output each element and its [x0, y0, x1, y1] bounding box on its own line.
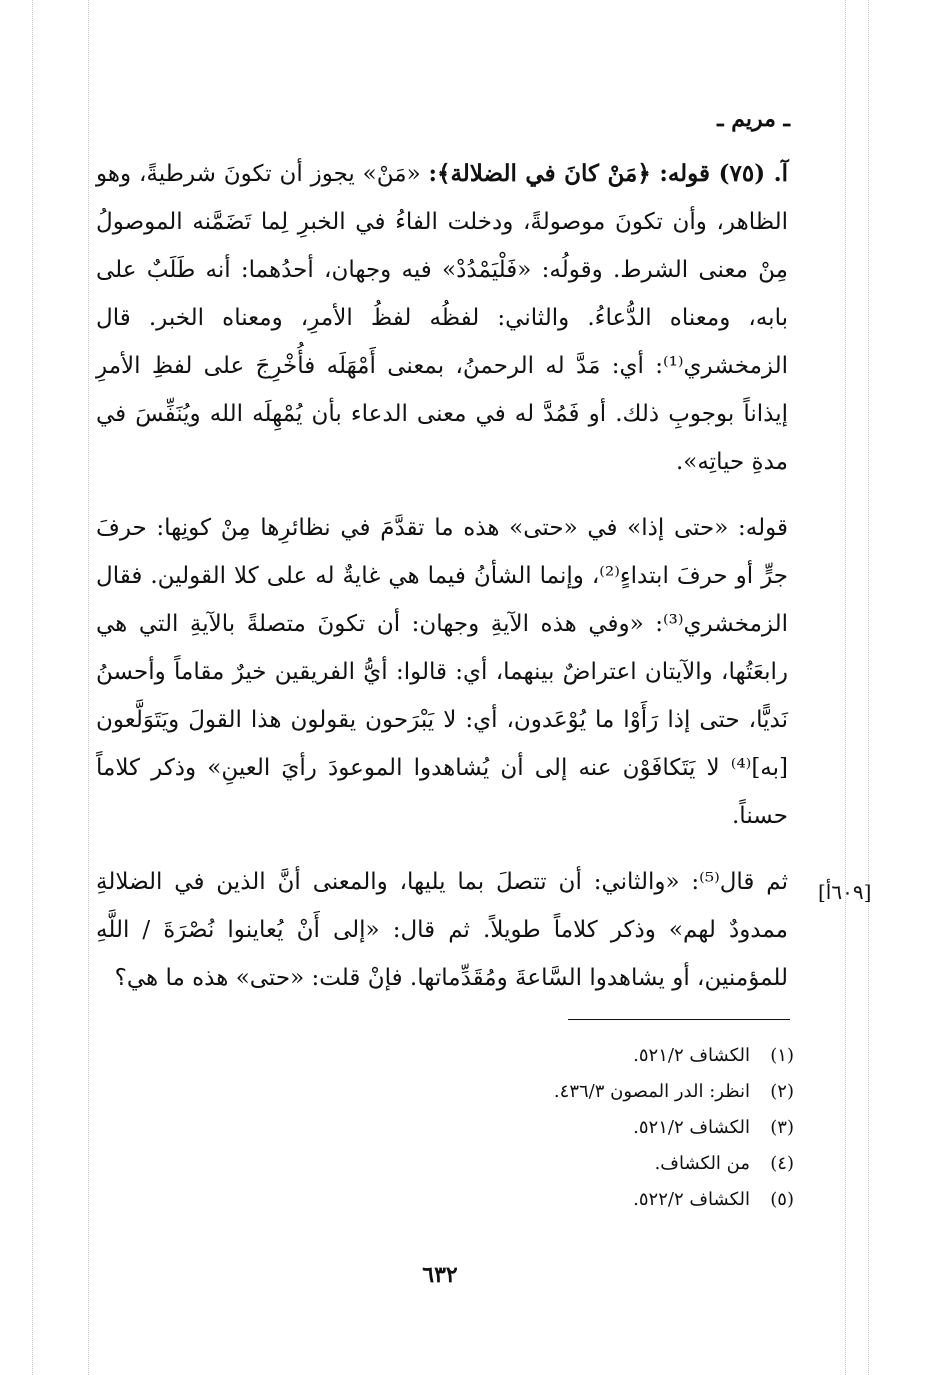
main-text	[96, 150, 788, 1020]
scan-border-line	[845, 0, 846, 1375]
footnote-item	[194, 1074, 794, 1110]
footnote-number: (٤)	[770, 1153, 794, 1174]
footnote-number: (١)	[770, 1045, 794, 1066]
paragraph	[96, 858, 788, 1002]
scan-border-line	[32, 0, 33, 1375]
footnote-item	[194, 1038, 794, 1074]
footnote-text: الكشاف ٥٢١/٢.	[633, 1117, 750, 1138]
paragraph-text: ثم قال⁽⁵⁾: «والثاني: أن تتصلَ بما يليها، والمعنى أنَّ الذين في الضلالةِ ممدودٌ لهم» وذكر كلاماً طويلاً. ثم قال: «إلى أَنْ يُعاينوا نُصْرَةَ / اللَّهِ للمؤمنين، أو يشاهدوا السَّاعةَ ومُقَدِّماتها. فإنْ قلت: «حتى» هذه ما هي؟	[96, 869, 788, 991]
paragraph	[96, 150, 788, 486]
manuscript-folio-note: [٦٠٩أ]	[818, 880, 872, 904]
footnote-text: الكشاف ٥٢٢/٢.	[633, 1189, 750, 1210]
footnote-item	[194, 1146, 794, 1182]
paragraph-text: «مَنْ» يجوز أن تكونَ شرطيةً، وهو الظاهر، وأن تكونَ موصولةً، ودخلت الفاءُ في الخبرِ لِما تَضَمَّنه الموصولُ مِنْ معنى الشرط. وقولُه: «فَلْيَمْدُدْ» فيه وجهان، أحدُهما: أنه طَلَبٌ على بابه، ومعناه الدُّعاءُ. والثاني: لفظُه لفظُ الأمرِ، ومعناه الخبر. قال الزمخشري⁽¹⁾: أي: مَدَّ له الرحمنُ، بمعنى أَمْهَلَه فأُخْرِجَ على لفظِ الأمرِ إيذاناً بوجوبِ ذلك. أو فَمُدَّ له في معنى الدعاء بأن يُمْهِلَه الله ويُنَفِّسَ في مدةِ حياتِه».	[96, 161, 788, 475]
footnote-number: (٥)	[770, 1189, 794, 1210]
paragraph-lead: آ. (٧٥) قوله: ﴿مَنْ كانَ في الضلالة﴾:	[428, 160, 789, 187]
footnote-text: الكشاف ٥٢١/٢.	[633, 1045, 750, 1066]
footnote-text: انظر: الدر المصون ٤٣٦/٣.	[553, 1081, 750, 1102]
scan-border-line	[868, 0, 869, 1375]
page-number: ٦٣٢	[422, 1262, 458, 1288]
footnote-number: (٣)	[770, 1117, 794, 1138]
footnote-text: من الكشاف.	[654, 1153, 750, 1174]
footnote-item	[194, 1182, 794, 1218]
scan-border-line	[88, 0, 89, 1375]
footnote-item	[194, 1110, 794, 1146]
paragraph-text: قوله: «حتى إذا» في «حتى» هذه ما تقدَّمَ في نظائرِها مِنْ كونِها: حرفَ جرٍّ أو حرفَ ابتداءٍ⁽²⁾، وإنما الشأنُ فيما هي غايةٌ له على كلا القولين. فقال الزمخشري⁽³⁾: «وفي هذه الآيةِ وجهان: أن تكونَ متصلةً بالآيةِ التي هي رابعَتُها، والآيتان اعتراضٌ بينهما، أي: قالوا: أيُّ الفريقين خيرٌ مقاماً وأحسنُ نَديًّا، حتى إذا رَأَوْا ما يُوْعَدون، أي: لا يَبْرَحون يقولون هذا القولَ ويَتَوَلَّعون [به]⁽⁴⁾ لا يَتَكافَوْن عنه إلى أن يُشاهدوا الموعودَ رأيَ العينِ» وذكر كلاماً حسناً.	[96, 515, 789, 829]
footnote-number: (٢)	[770, 1081, 794, 1102]
paragraph	[96, 504, 788, 840]
footnotes-list	[194, 1038, 794, 1218]
running-header: ـ مريم ـ	[717, 106, 790, 132]
footnote-divider	[568, 1019, 790, 1020]
